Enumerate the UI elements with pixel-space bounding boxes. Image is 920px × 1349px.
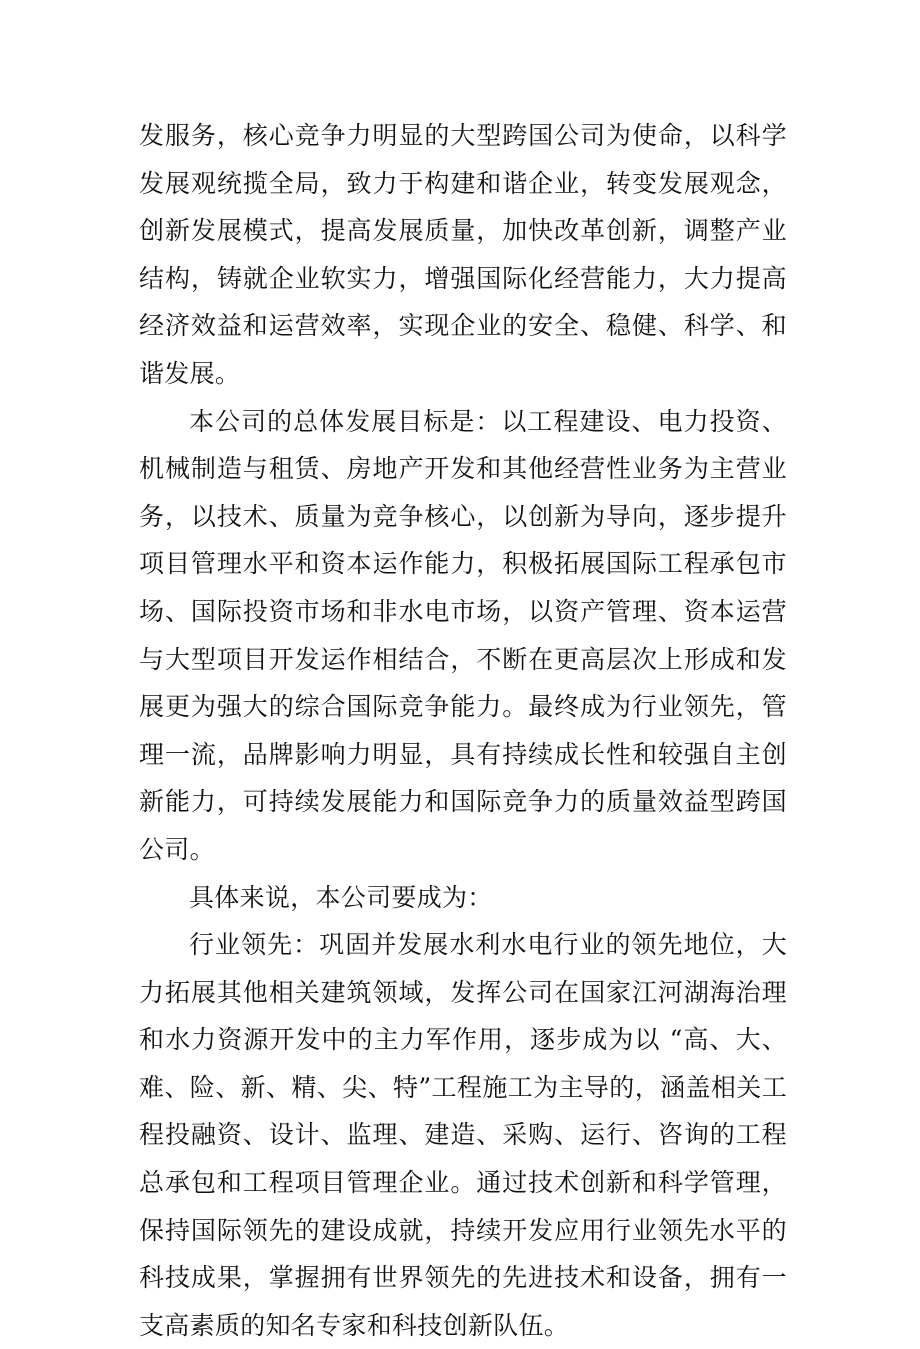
document-body	[139, 112, 787, 1349]
paragraph-overall-goal: 本公司的总体发展目标是：以工程建设、电力投资、机械制造与租赁、房地产开发和其他经营性业务为主营业务，以技术、质量为竞争核心，以创新为导向，逐步提升项目管理水平和资本运作能力，积极拓展国际工程承包市场、国际投资市场和非水电市场，以资产管理、资本运营与大型项目开发运作相结合，不断在更高层次上形成和发展更为强大的综合国际竞争能力。最终成为行业领先，管理一流，品牌影响力明显，具有持续成长性和较强自主创新能力，可持续发展能力和国际竞争力的质量效益型跨国公司。	[139, 406, 787, 864]
paragraph-industry-leader: 行业领先：巩固并发展水利水电行业的领先地位，大力拓展其他相关建筑领域，发挥公司在国家江河湖海治理和水力资源开发中的主力军作用，逐步成为以 “高、大、难、险、新、精、尖、特”工程施工为主导的，涵盖相关工程投融资、设计、监理、建造、采购、运行、咨询的工程总承包和工程项目管理企业。通过技术创新和科学管理，保持国际领先的建设成就，持续开发应用行业领先水平的科技成果，掌握拥有世界领先的先进技术和设备，拥有一支高素质的知名专家和科技创新队伍。	[139, 930, 787, 1340]
paragraph-mission-continuation: 发服务，核心竞争力明显的大型跨国公司为使命，以科学发展观统揽全局，致力于构建和谐企业，转变发展观念，创新发展模式，提高发展质量，加快改革创新，调整产业结构，铸就企业软实力，增强国际化经营能力，大力提高经济效益和运营效率，实现企业的安全、稳健、科学、和谐发展。	[139, 121, 787, 388]
paragraph-specific-intro: 具体来说，本公司要成为：	[189, 882, 493, 912]
